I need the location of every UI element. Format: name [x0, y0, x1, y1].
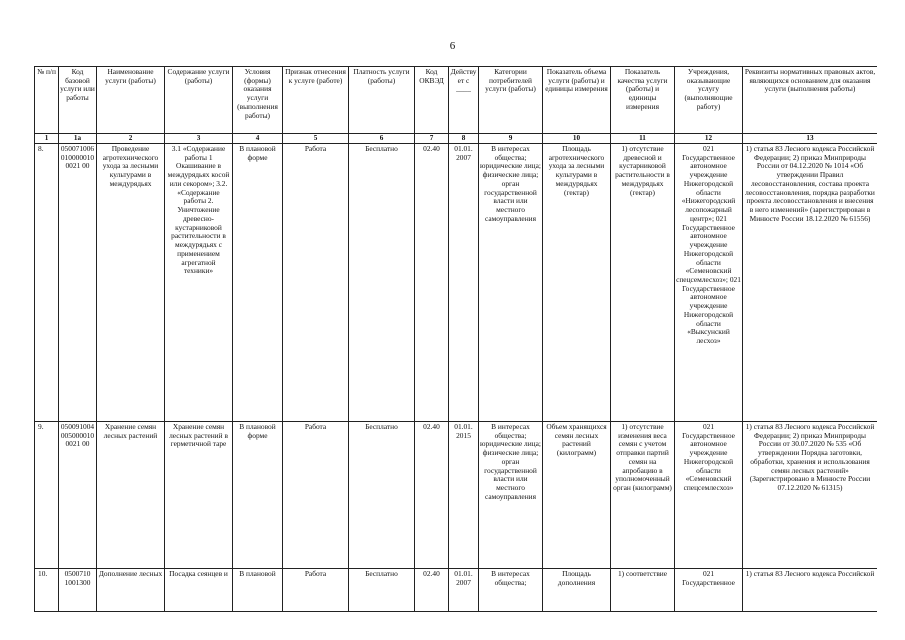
- header-cell-base-code: Код базовой услуги или работы: [59, 67, 97, 134]
- services-table-container: [34, 66, 877, 632]
- consumers-cell: В интересах общества; юридические лица; физические лица; орган государственной власти или местного самоуправления: [479, 144, 543, 422]
- column-number: 13: [743, 134, 878, 144]
- header-row: [35, 67, 878, 134]
- type-cell: Работа: [283, 569, 349, 612]
- content-cell: 3.1 «Содержание работы 1 Окашивание в междурядьях косой или секором»; 3.2. «Содержание работы 2. Уничтожение древесно-кустарниковой растительности в междурядьях с применением агрегатной техники»: [165, 144, 233, 422]
- consumers-cell: В интересах общества;: [479, 569, 543, 612]
- valid-from-cell: 01.01. 2007: [449, 144, 479, 422]
- column-number: 1: [35, 134, 59, 144]
- content-cell: Посадка сеянцев и: [165, 569, 233, 612]
- header-cell-payment: Платность услуги (работы): [349, 67, 415, 134]
- column-number: 1а: [59, 134, 97, 144]
- header-cell-quality-indicator: Показатель качества услуги (работы) и единицы измерения: [611, 67, 675, 134]
- table-row: [35, 422, 878, 569]
- header-cell-consumers: Категории потребителей услуги (работы): [479, 67, 543, 134]
- quality-indicator-cell: 1) отсутствие изменения веса семян с учетом отправки партий семян на апробацию в уполномоченный орган (килограмм): [611, 422, 675, 569]
- service-name-cell: Дополнение лесных: [97, 569, 165, 612]
- service-name-cell: Проведение агротехнического ухода за лесными культурами в междурядьях: [97, 144, 165, 422]
- row-number: 9.: [35, 422, 59, 569]
- content-cell: Хранение семян лесных растений в герметичной таре: [165, 422, 233, 569]
- consumers-cell: В интересах общества; юридические лица; физические лица; орган государственной власти или местного самоуправления: [479, 422, 543, 569]
- table-row: [35, 569, 878, 612]
- service-name-cell: Хранение семян лесных растений: [97, 422, 165, 569]
- payment-cell: Бесплатно: [349, 144, 415, 422]
- volume-indicator-cell: Объем хранящихся семян лесных растений (килограмм): [543, 422, 611, 569]
- services-table: [34, 66, 877, 612]
- header-cell-row-number: № п/п: [35, 67, 59, 134]
- base-code-cell: 0500910040050000100021 00: [59, 422, 97, 569]
- quality-indicator-cell: 1) отсутствие древесной и кустарниковой растительности в междурядьях (гектар): [611, 144, 675, 422]
- column-number: 11: [611, 134, 675, 144]
- header-cell-legal-acts: Реквизиты нормативных правовых актов, являющихся основанием для оказания услуги (выполнения работы): [743, 67, 878, 134]
- legal-acts-cell: 1) статья 83 Лесного кодекса Российской Федерации; 2) приказ Минприроды России от 30.07.2020 № 535 «Об утверждении Порядка заготовки, обработки, хранения и использования семян лесных растений» (Зарегистрировано в Минюсте России 07.12.2020 № 61315): [743, 422, 878, 569]
- quality-indicator-cell: 1) соответствие: [611, 569, 675, 612]
- conditions-cell: В плановой форме: [233, 144, 283, 422]
- row-number: 10.: [35, 569, 59, 612]
- valid-from-cell: 01.01. 2015: [449, 422, 479, 569]
- conditions-cell: В плановой: [233, 569, 283, 612]
- column-number: 4: [233, 134, 283, 144]
- header-cell-institutions: Учреждения, оказывающие услугу (выполняющие работу): [675, 67, 743, 134]
- okved-cell: 02.40: [415, 422, 449, 569]
- base-code-cell: 0500710 1001300: [59, 569, 97, 612]
- institutions-cell: 021 Государственное автономное учреждение Нижегородской области «Нижегородский лесопожарный центр»; 021 Государственное автономное учреждение Нижегородской области «Семеновский спецсемлесхоз»; 021 Государственное автономное учреждение Нижегородской области «Выксунский лесхоз»: [675, 144, 743, 422]
- okved-cell: 02.40: [415, 569, 449, 612]
- okved-cell: 02.40: [415, 144, 449, 422]
- column-number: 12: [675, 134, 743, 144]
- column-number: 7: [415, 134, 449, 144]
- volume-indicator-cell: Площадь дополнения: [543, 569, 611, 612]
- column-number: 6: [349, 134, 415, 144]
- header-cell-okved: Код ОКВЭД: [415, 67, 449, 134]
- payment-cell: Бесплатно: [349, 422, 415, 569]
- payment-cell: Бесплатно: [349, 569, 415, 612]
- type-cell: Работа: [283, 144, 349, 422]
- institutions-cell: 021 Государственное автономное учреждение Нижегородской области «Семеновский спецсемлесхоз»: [675, 422, 743, 569]
- page-number: 6: [449, 40, 456, 52]
- column-number-row: [35, 134, 878, 144]
- header-cell-valid-from: Действует с ____: [449, 67, 479, 134]
- valid-from-cell: 01.01. 2007: [449, 569, 479, 612]
- header-cell-content: Содержание услуги (работы): [165, 67, 233, 134]
- column-number: 10: [543, 134, 611, 144]
- legal-acts-cell: 1) статья 83 Лесного кодекса Российской: [743, 569, 878, 612]
- header-cell-type: Признак отнесения к услуге (работе): [283, 67, 349, 134]
- column-number: 3: [165, 134, 233, 144]
- legal-acts-cell: 1) статья 83 Лесного кодекса Российской Федерации; 2) приказ Минприроды России от 04.12.2020 № 1014 «Об утверждении Правил лесовосстановления, состава проекта лесовосстановления, порядка разработки проекта лесовосстановления и внесения в него изменений» (зарегистрирован в Минюсте России 18.12.2020 № 61556): [743, 144, 878, 422]
- column-number: 8: [449, 134, 479, 144]
- column-number: 5: [283, 134, 349, 144]
- column-number: 9: [479, 134, 543, 144]
- row-number: 8.: [35, 144, 59, 422]
- header-cell-service-name: Наименование услуги (работы): [97, 67, 165, 134]
- header-cell-conditions: Условия (формы) оказания услуги (выполнения работы): [233, 67, 283, 134]
- column-number: 2: [97, 134, 165, 144]
- volume-indicator-cell: Площадь агротехнического ухода за лесными культурами в междурядьях (гектар): [543, 144, 611, 422]
- institutions-cell: 021 Государственное: [675, 569, 743, 612]
- conditions-cell: В плановой форме: [233, 422, 283, 569]
- table-row: [35, 144, 878, 422]
- header-cell-volume-indicator: Показатель объема услуги (работы) и единицы измерения: [543, 67, 611, 134]
- type-cell: Работа: [283, 422, 349, 569]
- base-code-cell: 0500710060100000100021 00: [59, 144, 97, 422]
